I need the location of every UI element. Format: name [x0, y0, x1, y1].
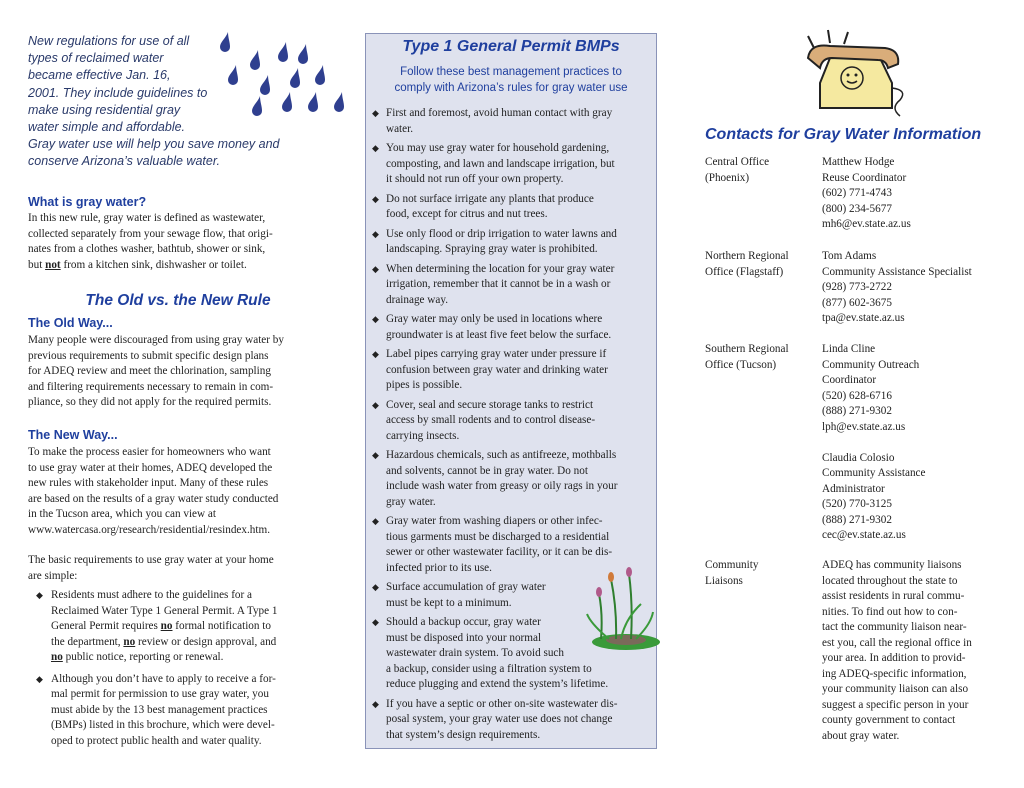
bmp-line: tious garments must be discharged to a residential [386, 530, 610, 543]
bmp-title: Type 1 General Permit BMPs [402, 38, 620, 55]
bmp-line: reduce plugging and extend the system’s lifetime. [386, 678, 609, 690]
bmp-panel [365, 33, 657, 749]
raindrop-icon [218, 32, 232, 54]
bmp-line: Cover, seal and secure storage tanks to restrict [386, 398, 594, 411]
list-item: ◆ Although you don’t have to apply to receive a for- mal permit for permission to use gray water, you must abide by the 13 best management practices (BMPs) listed in this brochure, which were devel- oped to protect public health and water quality. [36, 672, 276, 747]
office-info-line: Linda Cline [822, 343, 876, 355]
bullet-diamond: ◆ [372, 399, 379, 410]
bmp-line: and solvents, cannot be in gray water. Do not [386, 464, 588, 477]
office-info-line: Reuse Coordinator [822, 171, 907, 184]
office-info-line: (520) 628-6716 [822, 389, 892, 402]
list-item [372, 398, 652, 445]
contacts-title: Contacts for Gray Water Information [705, 126, 982, 143]
office-label-line: Liaisons [705, 574, 743, 587]
bmp-line: a backup, consider using a filtration system to [386, 662, 592, 675]
body-line: are based on the results of a gray water study conducted [28, 492, 279, 505]
list-item [372, 697, 652, 744]
bullet-diamond: ◆ [372, 582, 379, 592]
bmp-line: Label pipes carrying gray water under pressure if [386, 348, 607, 360]
raindrop-icon [258, 75, 272, 97]
office-info-line: suggest a specific person in your [822, 698, 969, 711]
office-info-line: nities. To find out how to con- [822, 605, 958, 618]
bmp-line: groundwater is at least five feet below the surface. [386, 328, 612, 341]
bmp-line: gray water. [386, 495, 436, 508]
intro-line: Gray water use will help you save money and [28, 137, 280, 152]
list-item: ◆ Residents must adhere to the guidelines for a Reclaimed Water Type 1 General Permit. A Type 1 General Permit requires no formal notification to the department, no review or design approval, and no public notice, reporting or renewal. [36, 589, 278, 663]
list-item [372, 347, 652, 394]
bmp-line: Surface accumulation of gray water [386, 581, 546, 593]
bmp-line: confusion between gray water and drinking water [386, 363, 608, 376]
raindrop-icon [280, 92, 294, 114]
office-info [822, 155, 1007, 233]
intro-line: 2001. They include guidelines to [28, 85, 208, 100]
new-way-body [28, 445, 328, 538]
office-info-line: Community Assistance Specialist [822, 265, 972, 278]
office-info-line: located throughout the state to [822, 574, 958, 587]
old-way-body [28, 333, 328, 411]
office-info-line: (888) 271-9302 [822, 405, 892, 417]
body-line: but not from a kitchen sink, dishwasher or toilet. [28, 258, 247, 271]
office-info-line: cec@ev.state.az.us [822, 529, 906, 541]
bmp-line: You may use gray water for household gardening, [386, 142, 610, 154]
body-line: to use gray water at their homes, ADEQ developed the [28, 461, 273, 474]
body-line: The basic requirements to use gray water at your home [28, 554, 274, 566]
body-line: To make the process easier for homeowners who want [28, 446, 271, 458]
office-label [705, 155, 817, 186]
body-line: nates from a clothes washer, bathtub, shower or sink, [28, 243, 266, 255]
list-item [372, 106, 652, 137]
bmp-line: wastewater drain system. To avoid such [386, 647, 564, 659]
office-info [822, 558, 1007, 744]
bmp-line: infected prior to its use. [386, 561, 492, 574]
old-way-heading: The Old Way... [28, 316, 113, 330]
body-line: new rules with stakeholder input. Many of these rules [28, 477, 269, 489]
office-label [705, 249, 817, 280]
telephone-icon [800, 28, 910, 123]
bullet-diamond: ◆ [372, 314, 379, 324]
bullet-diamond: ◆ [372, 617, 379, 627]
bmp-line: that system’s design requirements. [386, 728, 541, 741]
body-line: are simple: [28, 569, 78, 582]
office-info-line: about gray water. [822, 729, 900, 742]
office-info-line: Community Assistance [822, 467, 926, 479]
bmp-line: include wash water from greasy or oily rags in your [386, 480, 618, 492]
office-info-line: (928) 773-2722 [822, 281, 892, 293]
office-info-line: (877) 602-3675 [822, 296, 892, 309]
office-info-line: (602) 771-4743 [822, 187, 892, 199]
office-info-line: lph@ev.state.az.us [822, 420, 906, 433]
bmp-line: Gray water from washing diapers or other infec- [386, 515, 603, 527]
raindrop-icon [296, 44, 310, 66]
raindrops-illustration [208, 30, 358, 120]
office-info-line: (520) 770-3125 [822, 498, 892, 510]
raindrop-icon [226, 65, 240, 87]
office-info-line: your community liaison can also [822, 683, 969, 695]
office-info-line: (888) 271-9302 [822, 513, 892, 526]
list-item [372, 262, 652, 309]
office-info-line: tact the community liaison near- [822, 621, 967, 633]
bmp-line: posal system, your gray water use does not change [386, 713, 613, 725]
bmp-line: sewer or other wastewater facility, or it can be dis- [386, 546, 613, 558]
office-info [822, 342, 1007, 544]
what-is-gray-water-body [28, 211, 328, 273]
list-item [372, 448, 652, 510]
office-info-line: ADEQ has community liaisons [822, 559, 962, 571]
office-label [705, 342, 817, 373]
intro-line: conserve Arizona’s valuable water. [28, 154, 220, 169]
intro-line: became effective Jan. 16, [28, 68, 171, 83]
office-info-line: county government to contact [822, 714, 956, 726]
office-label-line: Northern Regional [705, 250, 789, 262]
list-item [372, 141, 652, 188]
intro-line: make using residential gray [28, 102, 181, 117]
old-vs-new-heading: The Old vs. the New Rule [85, 292, 271, 309]
office-info-line: (800) 234-5677 [822, 202, 892, 215]
body-line: for ADEQ review and meet the chlorination, sampling [28, 365, 271, 377]
flower-plant-icon [581, 564, 661, 654]
office-info-line: your area. In addition to provid- [822, 652, 966, 664]
body-line: in the Tucson area, which you can view at [28, 508, 216, 520]
bullet-diamond: ◆ [372, 108, 379, 118]
office-label-line: Central Office [705, 156, 770, 168]
requirements-list [28, 588, 328, 755]
bullet-diamond: ◆ [372, 698, 379, 709]
bmp-line: it should not run off your own property. [386, 173, 564, 185]
bmp-line: irrigation, remember that it cannot be in a wash or [386, 278, 611, 290]
bmp-line: Use only flood or drip irrigation to water lawns and [386, 227, 617, 240]
office-info-line: ing ADEQ-specific information, [822, 667, 967, 680]
basic-requirements-intro [28, 553, 328, 584]
office-info-line: assist residents in rural commu- [822, 590, 965, 602]
bmp-line: Do not surface irrigate any plants that produce [386, 192, 594, 205]
office-label-line: Office (Tucson) [705, 358, 777, 371]
bmp-line: composting, and lawn and landscape irrigation, but [386, 157, 615, 170]
raindrop-icon [306, 92, 320, 114]
new-way-heading: The New Way... [28, 428, 118, 442]
bmp-line: If you have a septic or other on-site wastewater dis- [386, 697, 618, 710]
raindrop-icon [248, 50, 262, 72]
bmp-line: Should a backup occur, gray water [386, 616, 541, 628]
bmp-subtitle: Follow these best management practices to comply with Arizona’s rules for gray water use [394, 66, 628, 94]
office-info-line: Tom Adams [822, 250, 877, 262]
bmp-line: First and foremost, avoid human contact with gray [386, 107, 613, 119]
office-label [705, 558, 817, 589]
bmp-line: Hazardous chemicals, such as antifreeze, mothballs [386, 449, 617, 461]
bmp-line: landscaping. Spraying gray water is prohibited. [386, 243, 598, 255]
bmp-line: food, except for citrus and nut trees. [386, 208, 548, 220]
bullet-diamond: ◆ [372, 516, 379, 526]
office-info-line: est you, call the regional office in [822, 636, 972, 649]
intro-line: water simple and affordable. [28, 120, 186, 135]
raindrop-icon [288, 68, 302, 90]
office-label-line: (Phoenix) [705, 171, 750, 184]
bmp-line: access by small rodents and to control disease- [386, 414, 596, 426]
office-info-line: Claudia Colosio [822, 451, 895, 464]
office-info-line: mh6@ev.state.az.us [822, 218, 911, 230]
website-url: www.watercasa.org/research/residential/resindex.htm. [28, 523, 270, 536]
raindrop-icon [250, 96, 264, 118]
body-line: previous requirements to submit specific design plans [28, 349, 269, 362]
raindrop-icon [276, 42, 290, 64]
list-item [372, 192, 652, 223]
office-label-line: Community [705, 559, 759, 571]
body-line: Many people were discouraged from using gray water by [28, 334, 284, 346]
bullet-diamond: ◆ [372, 193, 379, 204]
raindrop-icon [313, 65, 327, 87]
bmp-line: When determining the location for your gray water [386, 262, 615, 275]
bmp-line: must be disposed into your normal [386, 631, 542, 644]
bullet-diamond: ◆ [372, 263, 379, 274]
body-line: and filtering requirements necessary to remain in com- [28, 380, 274, 393]
list-item [372, 227, 652, 258]
bullet-diamond: ◆ [372, 143, 379, 153]
bmp-line: drainage way. [386, 293, 449, 306]
office-info-line [822, 435, 1007, 451]
bmp-line: water. [386, 122, 414, 135]
body-line: collected separately from your sewage flow, that origi- [28, 227, 273, 240]
what-is-gray-water-heading: What is gray water? [28, 195, 147, 209]
bullet-diamond: ◆ [372, 450, 379, 460]
office-info-line: tpa@ev.state.az.us [822, 312, 905, 324]
body-line: In this new rule, gray water is defined as wastewater, [28, 212, 266, 224]
office-info-line: Administrator [822, 482, 885, 495]
intro-line: types of reclaimed water [28, 51, 164, 66]
raindrop-icon [332, 92, 346, 114]
bmp-line: Gray water may only be used in locations where [386, 313, 603, 325]
list-item [372, 312, 652, 343]
office-info-line: Coordinator [822, 374, 877, 386]
bmp-line: must be kept to a minimum. [386, 596, 512, 609]
office-label-line: Southern Regional [705, 343, 789, 355]
intro-line: New regulations for use of all [28, 34, 190, 48]
office-info [822, 249, 1007, 327]
body-line: pliance, so they did not apply for the required permits. [28, 396, 272, 408]
bmp-line: carrying insects. [386, 429, 460, 442]
office-label-line: Office (Flagstaff) [705, 265, 784, 278]
office-info-line: Matthew Hodge [822, 156, 895, 168]
bullet-diamond: ◆ [372, 228, 379, 239]
emphasis-not: not [45, 258, 61, 271]
bmp-line: pipes is possible. [386, 379, 463, 391]
bullet-diamond: ◆ [372, 349, 379, 359]
office-info-line: Community Outreach [822, 358, 920, 371]
